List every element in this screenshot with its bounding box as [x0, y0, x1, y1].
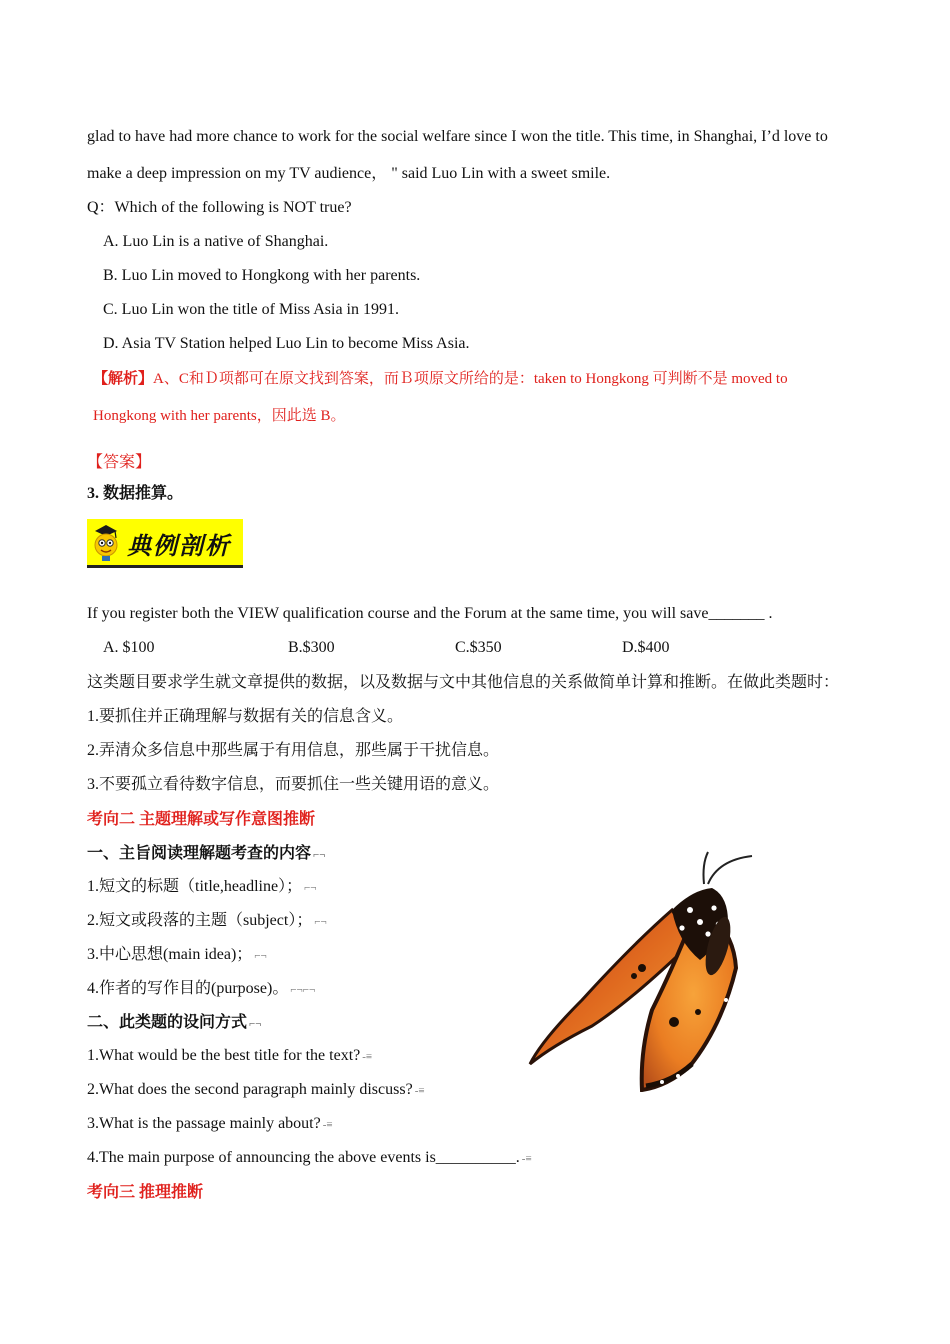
analysis-text: A、C和Ｄ项都可在原文找到答案，而Ｂ项原文所给的是：taken to Hongkong 可判断不是 moved to [153, 371, 788, 387]
passage-line: glad to have had more chance to work for the social welfare since I won the title. This time, in Shanghai, I’d love to [87, 128, 828, 145]
analysis-line-1 [93, 369, 788, 389]
passage-line: make a deep impression on my TV audience， " said Luo Lin with a sweet smile. [87, 165, 611, 182]
question-form-item: 3.What is the passage mainly about? -≡ [87, 1115, 333, 1132]
intro-text: 这类题目要求学生就文章提供的数据，以及数据与文中其他信息的关系做简单计算和推断。在做此类题时： [87, 674, 840, 691]
option-a: A. $100 [103, 639, 155, 656]
data-question: If you register both the VIEW qualification course and the Forum at the same time, you will save_______ . [87, 605, 773, 622]
section-3-heading: 3. 数据推算。 [87, 485, 184, 502]
example-banner [87, 519, 243, 568]
question-form-item: 2.What does the second paragraph mainly discuss? -≡ [87, 1081, 425, 1098]
question-form-item: 1.What would be the best title for the text? -≡ [87, 1047, 373, 1064]
option-d: D.$400 [622, 639, 670, 656]
option-b: B. Luo Lin moved to Hongkong with her parents. [103, 267, 421, 284]
direction-2-heading: 考向二 主题理解或写作意图推断 [87, 811, 316, 828]
question-form-item: 4.The main purpose of announcing the above events is__________. -≡ [87, 1149, 532, 1166]
content-item: 2.短文或段落的主题（subject）； ⌐¬ [87, 912, 327, 929]
tip-item: 1.要抓住并正确理解与数据有关的信息含义。 [87, 708, 404, 725]
option-d: D. Asia TV Station helped Luo Lin to become Miss Asia. [103, 335, 470, 352]
content-item: 1.短文的标题（title,headline）； ⌐¬ [87, 878, 317, 895]
content-item: 4.作者的写作目的(purpose)。 ⌐¬⌐¬ [87, 980, 316, 997]
banner-title: 典例剖析 [127, 531, 231, 560]
answer-label: 【答案】 [87, 454, 152, 471]
option-a: A. Luo Lin is a native of Shanghai. [103, 233, 329, 250]
direction-3-heading: 考向三 推理推断 [87, 1184, 204, 1201]
subheading-content: 一、主旨阅读理解题考查的内容 ⌐¬ [87, 845, 326, 862]
student-mascot-icon [91, 523, 121, 561]
option-c: C.$350 [455, 639, 502, 656]
butterfly-illustration [522, 850, 758, 1092]
tip-item: 3.不要孤立看待数字信息，而要抓住一些关键用语的意义。 [87, 776, 500, 793]
question-stem: Q：Which of the following is NOT true? [87, 199, 352, 216]
option-b: B.$300 [288, 639, 335, 656]
subheading-question-forms: 二、此类题的设问方式 ⌐¬ [87, 1014, 262, 1031]
option-c: C. Luo Lin won the title of Miss Asia in 1991. [103, 301, 399, 318]
analysis-line-2: Hongkong with her parents，因此选 B。 [93, 408, 346, 424]
tip-item: 2.弄清众多信息中那些属于有用信息，那些属于干扰信息。 [87, 742, 500, 759]
analysis-label: 【解析】 [93, 371, 154, 387]
content-item: 3.中心思想(main idea)； ⌐¬ [87, 946, 267, 963]
